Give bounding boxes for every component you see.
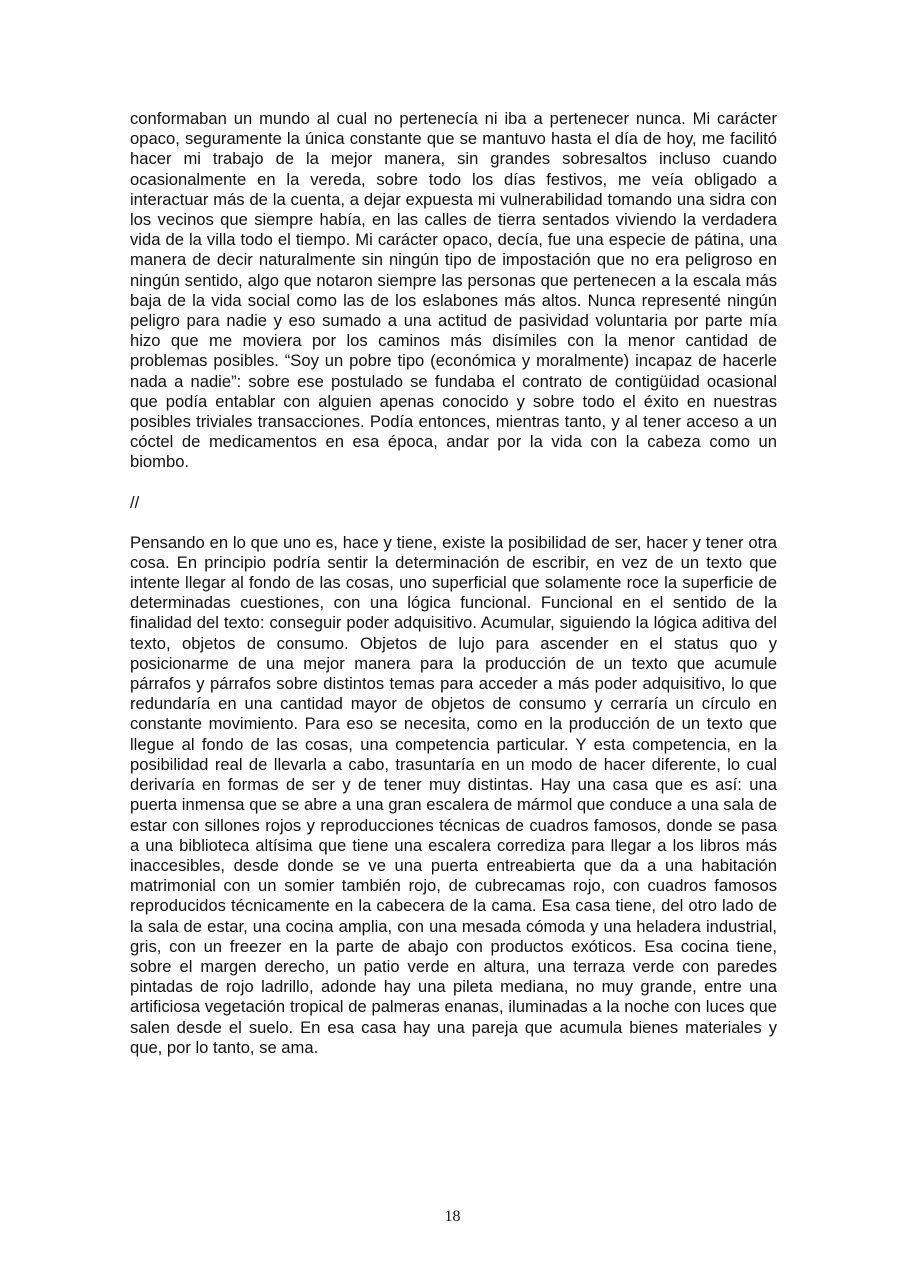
section-separator: // — [130, 492, 140, 512]
paragraph-2: Pensando en lo que uno es, hace y tiene, existe la posibilidad de ser, hacer y tener otra cosa. En principio podría sentir la determinación de escribir, en vez de un texto que intente llegar al fondo de las cosas, uno superficial que solamente roce la superficie de determinadas cuestiones, con una lógica funcional. Funcional en el sentido de la finalidad del texto: conseguir poder adquisitivo. Acumular, siguiendo la lógica aditiva del texto, objetos de consumo. Objetos de lujo para ascender en el status quo y posicionarme de una mejor manera para la producción de un texto que acumule párrafos y párrafos sobre distintos temas para acceder a más poder adquisitivo, lo que redundaría en una cantidad mayor de objetos de consumo y cerraría un círculo en constante movimiento. Para eso se necesita, como en la producción de un texto que llegue al fondo de las cosas, una competencia particular. Y esta competencia, en la posibilidad real de llevarla a cabo, trasuntaría en un modo de hacer diferente, lo cual derivaría en formas de ser y de tener muy distintas. Hay una casa que es así: una puerta inmensa que se abre a una gran escalera de mármol que conduce a una sala de estar con sillones rojos y reproducciones técnicas de cuadros famosos, donde se pasa a una biblioteca altísima que tiene una escalera corrediza para llegar a los libros más inaccesibles, desde donde se ve una puerta entreabierta que da a una habitación matrimonial con un somier también rojo, de cubrecamas rojo, con cuadros famosos reproducidos técnicamente en la cabecera de la cama. Esa casa tiene, del otro lado de la sala de estar, una cocina amplia, con una mesada cómoda y una heladera industrial, gris, con un freezer en la parte de abajo con productos exóticos. Esa cocina tiene, sobre el margen derecho, un patio verde en altura, una terraza verde con paredes pintadas de rojo ladrillo, adonde hay una pileta mediana, no muy grande, entre una artificiosa vegetación tropical de palmeras enanas, iluminadas a la noche con luces que salen desde el suelo. En esa casa hay una pareja que acumula bienes materiales y que, por lo tanto, se ama. — [130, 532, 777, 1057]
page-number: 18 — [444, 1208, 461, 1225]
body-text — [130, 109, 777, 1058]
paragraph-1: conformaban un mundo al cual no pertenecía ni iba a pertenecer nunca. Mi carácter opaco, seguramente la única constante que se mantuvo hasta el día de hoy, me facilitó hacer mi trabajo de la mejor manera, sin grandes sobresaltos incluso cuando ocasionalmente en la vereda, sobre todo los días festivos, me veía obligado a interactuar más de la cuenta, a dejar expuesta mi vulnerabilidad tomando una sidra con los vecinos que siempre había, en las calles de tierra sentados viviendo la verdadera vida de la villa todo el tiempo. Mi carácter opaco, decía, fue una especie de pátina, una manera de decir naturalmente sin ningún tipo de impostación que no era peligroso en ningún sentido, algo que notaron siempre las personas que pertenecen a la escala más baja de la vida social como las de los eslabones más altos. Nunca representé ningún peligro para nadie y eso sumado a una actitud de pasividad voluntaria por parte mía hizo que me moviera por los caminos más disímiles con la menor cantidad de problemas posibles. “Soy un pobre tipo (económica y moralmente) incapaz de hacerle nada a nadie”: sobre ese postulado se fundaba el contrato de contigüidad ocasional que podía entablar con alguien apenas conocido y sobre todo el éxito en nuestras posibles triviales transacciones. Podía entonces, mientras tanto, y al tener acceso a un cóctel de medicamentos en esa época, andar por la vida con la cabeza como un biombo. — [130, 109, 777, 472]
